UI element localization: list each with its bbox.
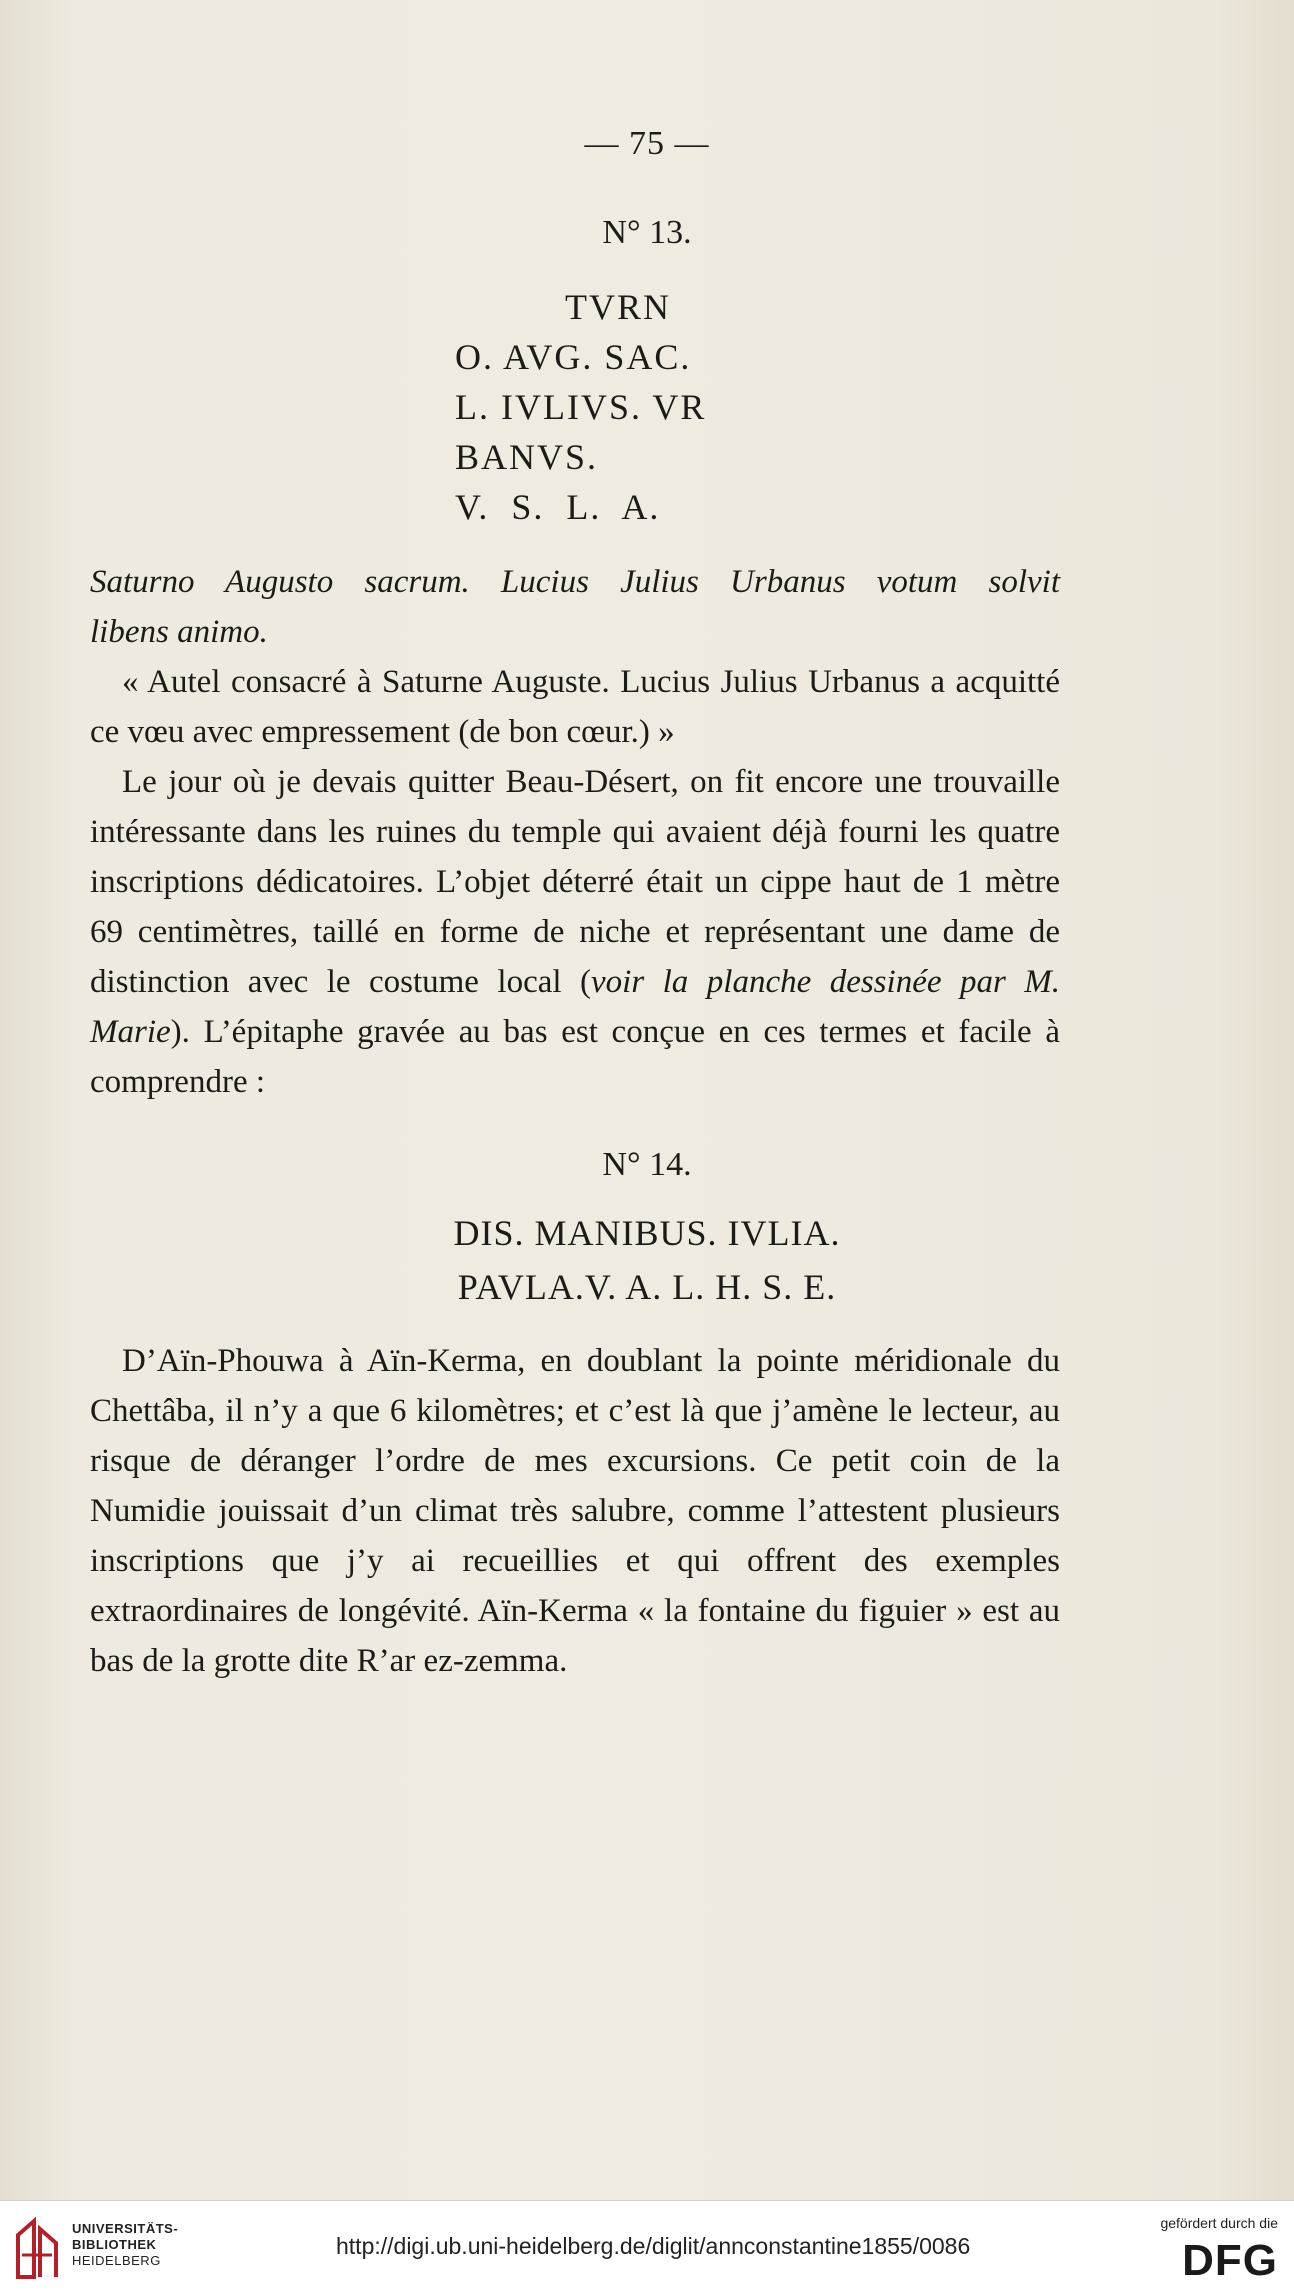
inscription-14 — [0, 1206, 1294, 1314]
viewer-footer — [0, 2200, 1294, 2293]
inscription-line: O. AVG. SAC. — [455, 337, 692, 377]
translation-block — [90, 557, 1060, 757]
funding-caption: gefördert durch die — [1160, 2215, 1278, 2231]
document-url-link[interactable]: http://digi.ub.uni-heidelberg.de/diglit/annconstantine1855/0086 — [336, 2233, 971, 2259]
inscription-13 — [455, 282, 706, 532]
inscription-line: L. IVLIVS. VR — [455, 387, 707, 427]
french-translation: « Autel consacré à Saturne Auguste. Lucius Julius Urbanus a acquitté ce vœu avec empressement (de bon cœur.) » — [90, 664, 1060, 750]
paragraph-text: ). L’épitaphe gravée au bas est conçue en ces termes et facile à comprendre : — [90, 1014, 1060, 1100]
plate-reference: voir la planche dessinée par M. Marie — [90, 964, 1061, 1050]
inscription-heading-13: N° 13. — [602, 214, 692, 251]
inscription-line: DIS. MANIBUS. IVLIA. — [453, 1213, 841, 1253]
latin-translation-line-1: Saturno Augusto sacrum. Lucius Julius Urbanus votum solvit — [90, 564, 1060, 600]
library-name: UNIVERSITÄTS- BIBLIOTHEK HEIDELBERG — [72, 2221, 179, 2268]
university-library-logo-icon — [12, 2215, 62, 2281]
inscription-line: TVRN — [565, 287, 671, 327]
paragraph-cippe — [90, 757, 1060, 1107]
inscription-line: BANVS. — [455, 437, 599, 477]
dfg-logo: DFG — [1182, 2236, 1278, 2285]
paragraph-ain-kerma — [90, 1336, 1060, 1686]
paragraph-text: D’Aïn-Phouwa à Aïn-Kerma, en doublant la pointe méridionale du Chettâba, il n’y a que 6 kilomètres; et c’est là que j’amène le lecteur, au risque de déranger l’ordre de mes excursions. Ce petit coin de la Numidie jouissait d’un climat très salubre, comme l’attestent plusieurs inscriptions que j’y ai recueillies et qui offrent des exemples extraordinaires de longévité. Aïn-Kerma « la fontaine du figuier » est au bas de la grotte dite R’ar ez-zemma. — [90, 1343, 1060, 1679]
paragraph-text: Le jour où je devais quitter Beau-Désert, on fit encore une trouvaille intéressante dans les ruines du temple qui avaient déjà fourni les quatre inscriptions dédicatoires. L’objet déterré était un cippe haut de 1 mètre 69 centimètres, taillé en forme de niche et représentant une dame de distinction avec le costume local ( — [90, 764, 1060, 1000]
inscription-line: PAVLA.V. A. L. H. S. E. — [457, 1267, 837, 1307]
latin-translation-line-2: libens animo. — [90, 614, 268, 650]
page-number: — 75 — — [584, 125, 710, 162]
inscription-heading-14: N° 14. — [602, 1146, 692, 1183]
inscription-line: V. S. L. A. — [455, 487, 661, 527]
